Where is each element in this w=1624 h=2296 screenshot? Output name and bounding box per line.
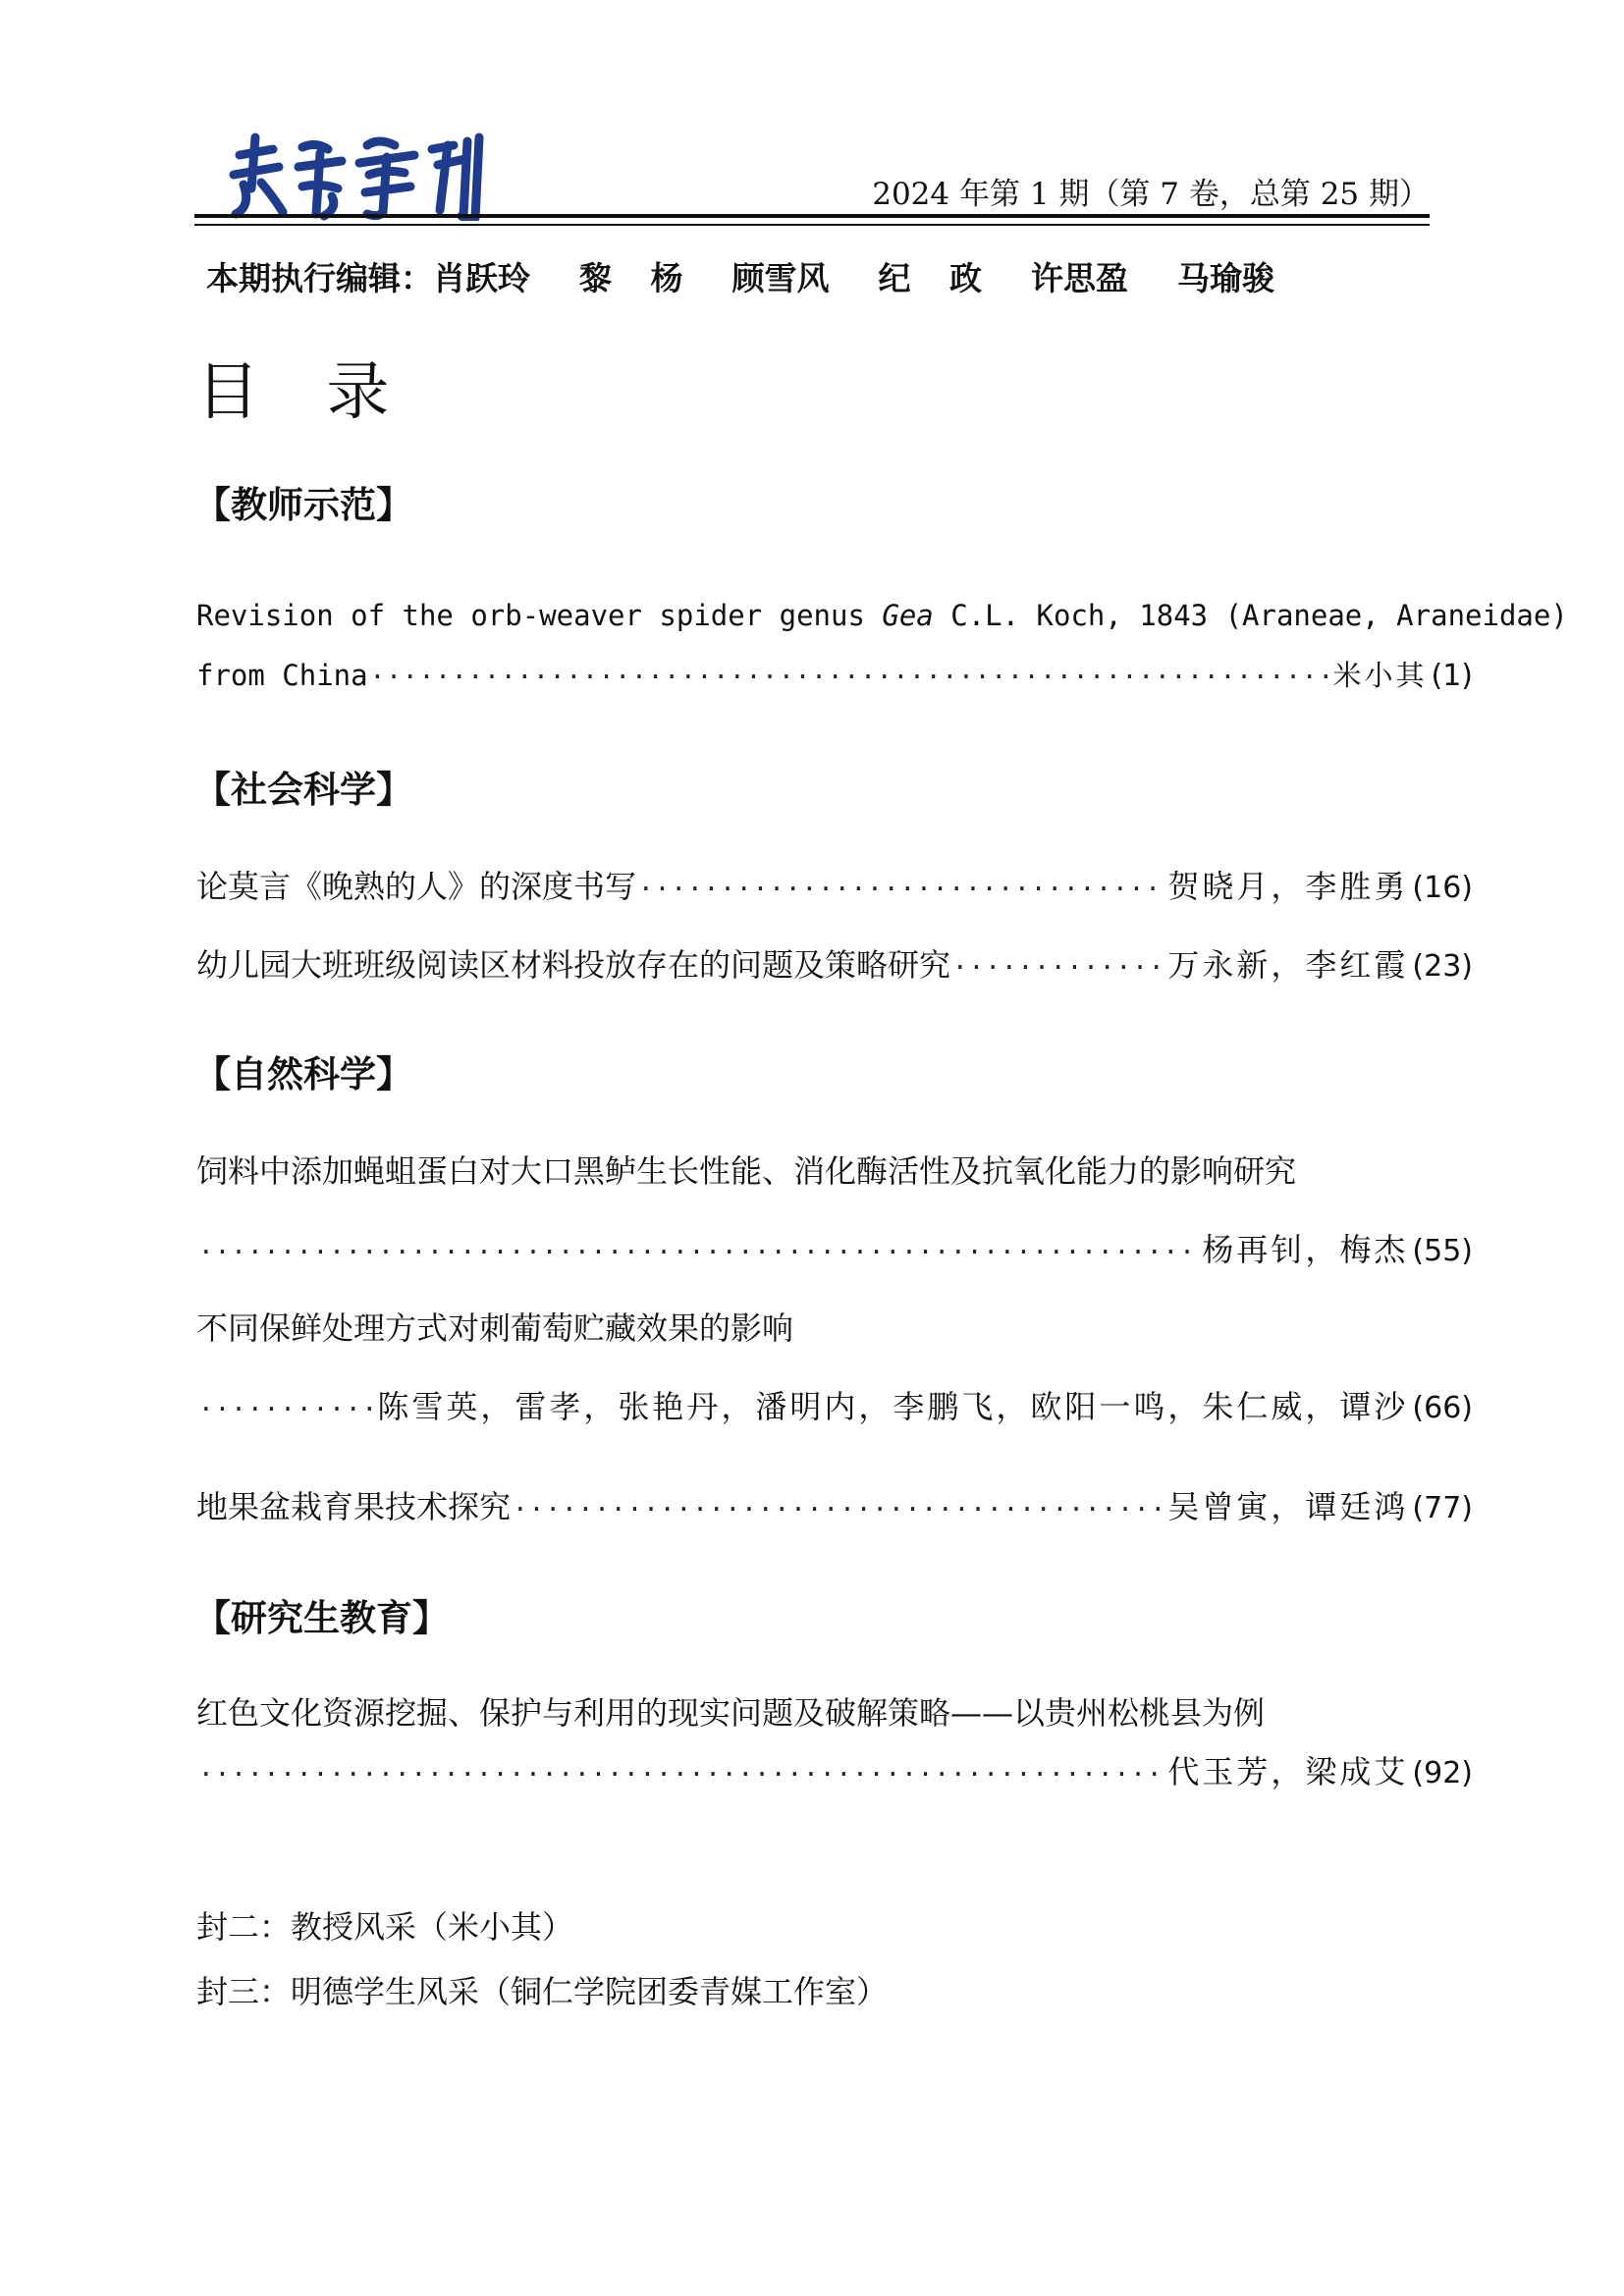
editor-name: 黎 杨 — [579, 259, 697, 297]
editor-name: 顾雪风 — [731, 259, 830, 297]
header-rule-thick — [194, 214, 1430, 218]
entry-title-line2: from China — [196, 659, 368, 692]
toc-entry[interactable] — [196, 1688, 1473, 1792]
section-heading: 【自然科学】 — [194, 1053, 412, 1095]
leader-dots — [370, 663, 1331, 692]
entry-authors: 吴曾寅，谭廷鸿 — [1167, 1488, 1409, 1525]
cover2-note: 封二：教授风采（米小其） — [196, 1908, 574, 1946]
entry-page: (1) — [1431, 659, 1473, 693]
entry-page: (23) — [1412, 949, 1473, 984]
toc-entry[interactable] — [196, 1147, 1473, 1270]
header-rule-thin — [194, 224, 1430, 226]
issue-info: 2024 年第 1 期（第 7 卷，总第 25 期） — [872, 177, 1430, 212]
entry-authors: 贺晓月，李胜勇 — [1167, 868, 1409, 905]
entry-authors: 陈雪英，雷孝，张艳丹，潘明内，李鹏飞，欧阳一鸣，朱仁威，谭沙 — [377, 1388, 1409, 1425]
entry-title-line1: Revision of the orb-weaver spider genus Gea C.L. Koch, 1843 (Araneae, Araneidae) — [196, 599, 1568, 632]
genus-name: Gea — [882, 599, 934, 632]
entry-title: 论莫言《晚熟的人》的深度书写 — [196, 868, 637, 905]
entry-title: 幼儿园大班班级阅读区材料投放存在的问题及策略研究 — [196, 946, 951, 984]
toc-entry[interactable] — [196, 1304, 1473, 1427]
leader-dots — [198, 1395, 375, 1424]
leader-dots — [198, 1760, 1165, 1789]
toc-title: 目 录 — [196, 356, 413, 429]
journal-logo — [222, 128, 487, 221]
toc-entry[interactable] — [196, 862, 1473, 907]
entry-title: 红色文化资源挖掘、保护与利用的现实问题及破解策略——以贵州松桃县为例 — [196, 1694, 1266, 1732]
editors-label: 本期执行编辑： — [206, 259, 433, 297]
toc-entry[interactable] — [196, 940, 1473, 986]
editor-name: 许思盈 — [1031, 259, 1128, 297]
editor-name: 肖跃玲 — [433, 259, 530, 297]
editor-name: 马瑜骏 — [1177, 259, 1274, 297]
section-heading: 【教师示范】 — [194, 484, 412, 526]
entry-title: 不同保鲜处理方式对刺葡萄贮藏效果的影响 — [196, 1309, 794, 1347]
entry-authors: 杨再钊，梅杰 — [1202, 1231, 1409, 1268]
toc-entry[interactable] — [196, 1482, 1473, 1527]
leader-dots — [638, 875, 1165, 904]
entry-page: (55) — [1412, 1234, 1473, 1268]
executive-editors — [206, 253, 1324, 299]
entry-page: (66) — [1412, 1391, 1473, 1425]
section-heading: 【社会科学】 — [194, 769, 412, 811]
leader-dots — [198, 1238, 1200, 1267]
entry-authors: 代玉芳，梁成艾 — [1167, 1753, 1409, 1790]
editor-name: 纪 政 — [878, 259, 996, 297]
leader-dots — [513, 1495, 1165, 1524]
section-heading: 【研究生教育】 — [194, 1597, 449, 1639]
entry-authors: 万永新，李红霞 — [1167, 946, 1409, 984]
entry-title: 饲料中添加蝇蛆蛋白对大口黑鲈生长性能、消化酶活性及抗氧化能力的影响研究 — [196, 1152, 1297, 1190]
leader-dots — [952, 953, 1165, 983]
entry-title: 地果盆栽育果技术探究 — [196, 1488, 512, 1525]
entry-authors: 米小其 — [1332, 659, 1428, 692]
entry-page: (92) — [1412, 1756, 1473, 1790]
masthead — [194, 118, 1430, 226]
cover3-note: 封三：明德学生风采（铜仁学院团委青媒工作室） — [196, 1973, 889, 2010]
toc-entry[interactable] — [196, 599, 1568, 694]
entry-page: (77) — [1412, 1491, 1473, 1525]
entry-page: (16) — [1412, 871, 1473, 905]
